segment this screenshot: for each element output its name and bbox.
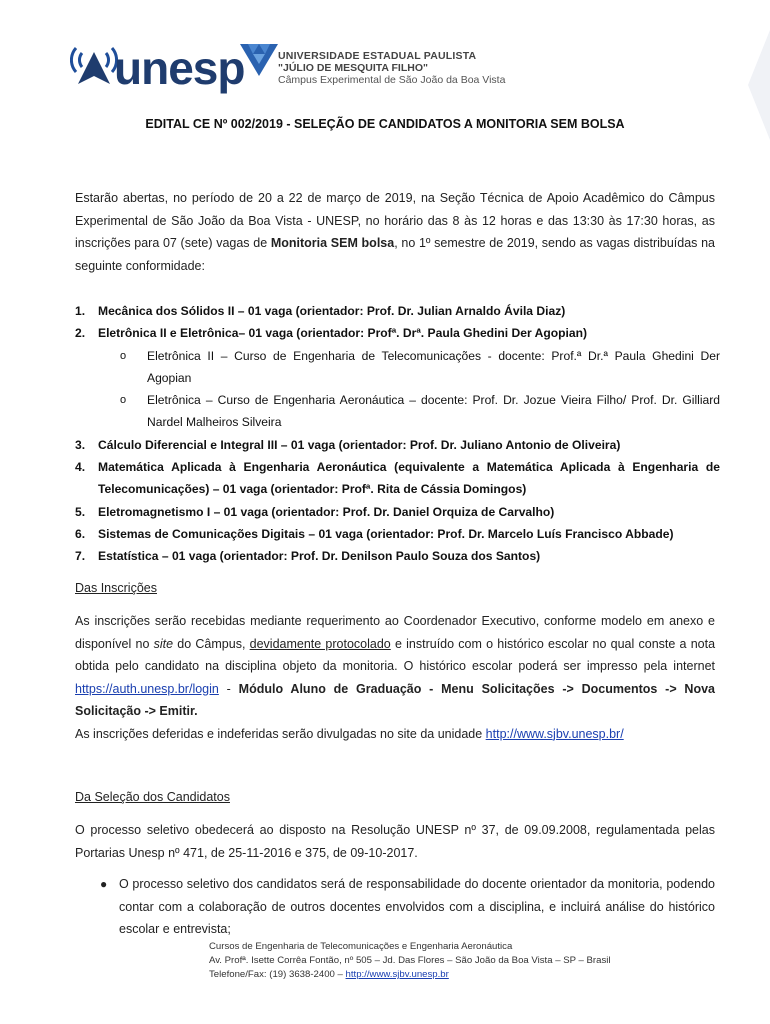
inscricoes-paragraph: As inscrições serão recebidas mediante requerimento ao Coordenador Executivo, conforme modelo em anexo e disponível no site do Câmpus, devidamente protocolado e instruído com o histórico escolar no qual conste a nota obtida pelo candidato na disciplina objeto da monitoria. O histórico escolar poderá ser impresso pela internet https://auth.unesp.br/login - Módulo Aluno de Graduação - Menu Solicitações -> Documentos -> Nova Solicitação -> Emitir. As inscrições deferidas e indeferidas serão divulgadas no site da unidade http://www.sjbv.unesp.br/ [75,614,716,741]
unesp-antenna-icon [70,38,118,90]
sub-list [98,345,720,434]
list-item: 2. Eletrônica II e Eletrônica– 01 vaga (orientador: Profª. Drª. Paula Ghedini Der Agopian) o Eletrônica II – Curso de Engenharia de Telecomunicações - docente: Prof.ª Dr.ª Paula Ghedini Der Agopian o Eletrônica – Curso de Engenharia Aeronáutica – docente: Prof. Dr. Jozue Vieira Filho/ Prof. Dr. Gilliard Nardel Malheiros Silveira [75,322,720,433]
list-item: 5. Eletromagnetismo I – 01 vaga (orientador: Prof. Dr. Daniel Orquiza de Carvalho) [75,504,555,519]
bullet-icon: ● [100,877,108,891]
institution-line-3: Câmpus Experimental de São João da Boa Vista [278,74,506,86]
institution-line-1: UNIVERSIDADE ESTADUAL PAULISTA [278,50,477,62]
intro-paragraph: Estarão abertas, no período de 20 a 22 de março de 2019, na Seção Técnica de Apoio Acadêmico do Câmpus Experimental de São João da Boa Vista - UNESP, no horário das 8 às 12 horas e das 13:30 às 17:30 horas, as inscrições para 07 (sete) vagas de Monitoria SEM bolsa, no 1º semestre de 2019, sendo as vagas distribuídas na seguinte conformidade: [75,191,715,273]
footer-line-1: Cursos de Engenharia de Telecomunicações e Engenharia Aeronáutica [209,941,513,952]
document-title: EDITAL CE Nº 002/2019 - SELEÇÃO DE CANDIDATOS A MONITORIA SEM BOLSA [145,117,625,131]
unit-site-link[interactable]: http://www.sjbv.unesp.br/ [485,726,624,741]
institution-line-2: "JÚLIO DE MESQUITA FILHO" [278,62,428,74]
list-item: 1. Mecânica dos Sólidos II – 01 vaga (orientador: Prof. Dr. Julian Arnaldo Ávila Diaz) [75,304,566,318]
letterhead [70,38,530,98]
sub-list-item: o Eletrônica – Curso de Engenharia Aeronáutica – docente: Prof. Dr. Jozue Vieira Filho/ Prof. Dr. Gilliard Nardel Malheiros Silveira [120,393,720,430]
section-heading-selecao: Da Seleção dos Candidatos [75,790,230,804]
selecao-paragraph: O processo seletivo obedecerá ao disposto na Resolução UNESP nº 37, de 09.09.2008, regulamentada pelas Portarias Unesp nº 471, de 25-11-2016 e 375, de 09-10-2017. [75,823,715,860]
auth-link[interactable]: https://auth.unesp.br/login [75,681,219,696]
footer-site-link[interactable]: http://www.sjbv.unesp.br [345,969,449,980]
unesp-triangle-logo-icon [238,42,280,78]
sub-list-item: o Eletrônica II – Curso de Engenharia de Telecomunicações - docente: Prof.ª Dr.ª Paula Ghedini Der Agopian [120,348,720,385]
list-item: ● O processo seletivo dos candidatos será de responsabilidade do docente orientador da monitoria, podendo contar com a colaboração de outros docentes envolvidos com a disciplina, e incluirá análise do histórico escolar e entrevista; [75,873,715,941]
module-path-text: Módulo Aluno de Graduação - Menu Solicitações -> Documentos -> Nova Solicitação -> Emitir. [75,681,715,718]
page-footer [209,940,611,982]
intro-bold: Monitoria SEM bolsa [270,236,395,250]
list-item: 3. Cálculo Diferencial e Integral III – 01 vaga (orientador: Prof. Dr. Juliano Antonio de Oliveira) [75,437,621,452]
list-item: 6. Sistemas de Comunicações Digitais – 01 vaga (orientador: Prof. Dr. Marcelo Luís Francisco Abbade) [75,526,674,541]
footer-line-2: Av. Profª. Isette Corrêa Fontão, nº 505 – Jd. Das Flores – São João da Boa Vista – SP – Brasil [209,955,611,966]
footer-line-3: Telefone/Fax: (19) 3638-2400 – http://www.sjbv.unesp.br [209,969,449,980]
selecao-bullets [75,873,715,941]
logo-wordmark: unesp [114,42,245,94]
protocol-underline-text: devidamente protocolado [249,636,391,651]
institution-name [278,50,505,86]
section-heading-inscricoes: Das Inscrições [75,581,157,595]
list-item: 4. Matemática Aplicada à Engenharia Aeronáutica (equivalente a Matemática Aplicada à Engenharia de Telecomunicações) – 01 vaga (orientador: Profª. Rita de Cássia Domingos) [75,460,720,497]
vacancy-list [75,300,720,568]
list-item: 7. Estatística – 01 vaga (orientador: Prof. Dr. Denilson Paulo Souza dos Santos) [75,549,541,564]
